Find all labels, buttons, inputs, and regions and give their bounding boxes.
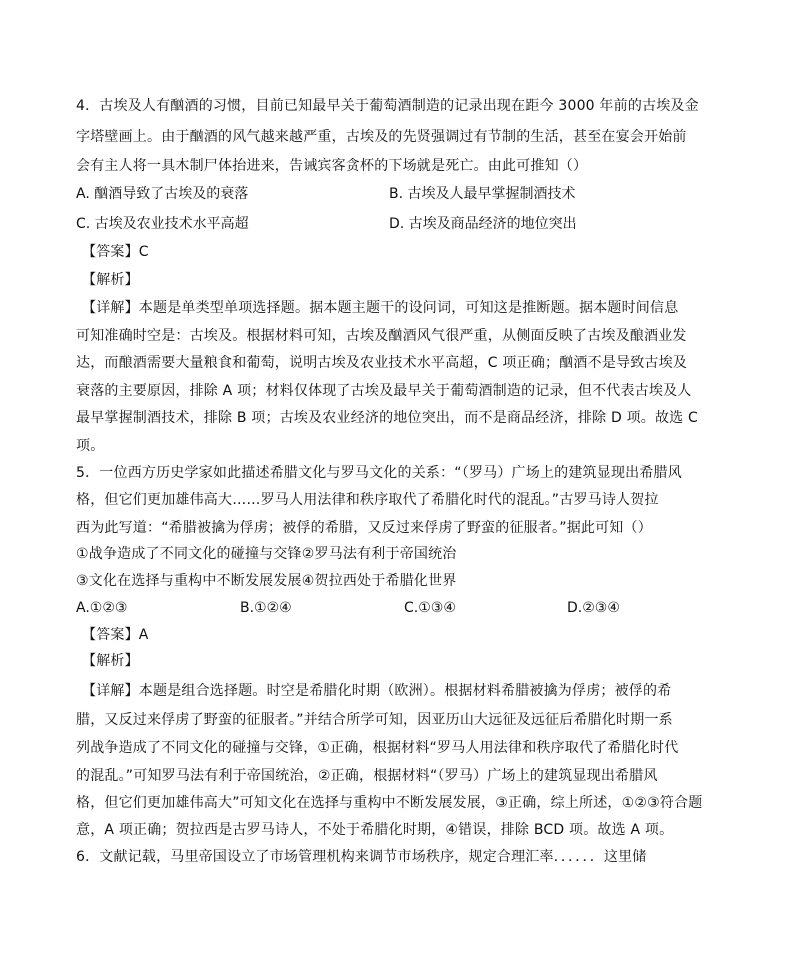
q4-analysis-label: 【解析】 <box>82 272 139 288</box>
q5-detail-line-4: 的混乱。”可知罗马法有利于帝国统治，②正确，根据材料“（罗马）广场上的建筑显现出希腊风 <box>76 768 658 784</box>
q4-option-a: A. 酗酒导致了古埃及的衰落 <box>76 186 249 202</box>
q5-analysis-label: 【解析】 <box>82 653 139 669</box>
q4-option-d: D. 古埃及商品经济的地位突出 <box>389 216 577 232</box>
q5-detail-line-3: 列战争造成了不同文化的碰撞与交锋，①正确，根据材料“罗马人用法律和秩序取代了希腊化时代 <box>76 740 679 756</box>
q5-detail-line-2: 腊，又反过来俘虏了野蛮的征服者。”并结合所学可知，因亚历山大远征及远征后希腊化时期一系 <box>76 712 673 728</box>
q4-detail-line-1: 【详解】本题是单类型单项选择题。据本题主题干的设问词，可知这是推断题。据本题时间信息 <box>82 300 679 316</box>
q5-detail-line-5: 格，但它们更加雄伟高大”可知文化在选择与重构中不断发展发展，③正确，综上所述，①②③符合题 <box>76 795 703 811</box>
q6-stem-line-1: 6．文献记载，马里帝国设立了市场管理机构来调节市场秩序，规定合理汇率．．．．．．这里储 <box>76 849 647 865</box>
q4-detail-line-5: 最早掌握制酒技术，排除 B 项；古埃及农业经济的地位突出，而不是商品经济，排除 D 项。故选 C <box>76 410 699 426</box>
q5-option-d: D.②③④ <box>567 600 620 616</box>
q4-detail-line-3: 达，而酿酒需要大量粮食和葡萄，说明古埃及农业技术水平高超，C 项正确；酗酒不是导致古埃及 <box>76 355 688 371</box>
q4-detail-line-4: 衰落的主要原因，排除 A 项；材料仅体现了古埃及最早关于葡萄酒制造的记录，但不代表古埃及人 <box>76 383 692 399</box>
q4-stem-line-1: 4．古埃及人有酗酒的习惯，目前已知最早关于葡萄酒制造的记录出现在距今 3000 年前的古埃及金 <box>76 98 699 114</box>
q5-stem-line-1: 5．一位西方历史学家如此描述希腊文化与罗马文化的关系：“（罗马）广场上的建筑显现出希腊风 <box>76 465 682 481</box>
q4-answer: 【答案】C <box>82 244 149 260</box>
q4-stem-line-3: 会有主人将一具木制尸体抬进来，告诫宾客贪杯的下场就是死亡。由此可推知（） <box>76 158 588 174</box>
q5-stem-line-3: 西为此写道：“希腊被擒为俘虏；被俘的希腊，又反过来俘虏了野蛮的征服者。”据此可知（） <box>76 520 652 536</box>
q5-stem-line-2: 格，但它们更加雄伟高大……罗马人用法律和秩序取代了希腊化时代的混乱。”古罗马诗人贺拉 <box>76 492 659 508</box>
q5-detail-line-6: 意，A 项正确；贺拉西是古罗马诗人，不处于希腊化时期，④错误，排除 BCD 项。故选 A 项。 <box>76 822 674 838</box>
q5-option-a: A.①②③ <box>76 600 128 616</box>
q4-option-c: C. 古埃及农业技术水平高超 <box>76 216 249 232</box>
q5-detail-line-1: 【详解】本题是组合选择题。时空是希腊化时期（欧洲）。根据材料希腊被擒为俘虏；被俘的希 <box>82 683 672 699</box>
q5-answer: 【答案】A <box>82 627 149 643</box>
q4-option-b: B. 古埃及人最早掌握制酒技术 <box>389 186 576 202</box>
q5-statement-line-2: ③文化在选择与重构中不断发展发展④贺拉西处于希腊化世界 <box>76 573 457 589</box>
q5-option-b: B.①②④ <box>240 600 292 616</box>
q4-stem-line-2: 字塔壁画上。由于酗酒的风气越来越严重，古埃及的先贤强调过有节制的生活，甚至在宴会开始前 <box>76 129 687 145</box>
q4-detail-line-2: 可知准确时空是：古埃及。根据材料可知，古埃及酗酒风气很严重，从侧面反映了古埃及酿酒业发 <box>76 328 687 344</box>
q4-detail-line-6: 项。 <box>76 438 105 454</box>
q5-option-c: C.①③④ <box>404 600 456 616</box>
q5-statement-line-1: ①战争造成了不同文化的碰撞与交锋②罗马法有利于帝国统治 <box>76 546 457 562</box>
